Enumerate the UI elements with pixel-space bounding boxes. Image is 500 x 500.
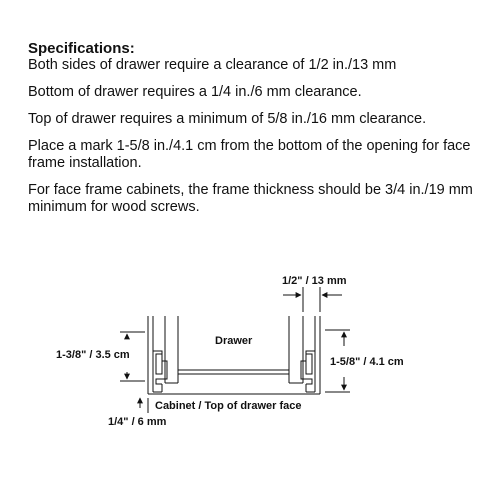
left-cabinet-wall (148, 316, 162, 394)
bottom-clearance-dimension (140, 398, 148, 413)
spec-line-side-clearance: Both sides of drawer require a clearance of 1/2 in./13 mm (28, 57, 397, 73)
spec-line-top-clearance: Top of drawer requires a minimum of 5/8 in./16 mm clearance. (28, 111, 427, 127)
cabinet-label: Cabinet / Top of drawer face (155, 400, 302, 412)
right-cabinet-wall (306, 316, 320, 394)
right-height-label: 1-5/8" / 4.1 cm (330, 356, 404, 368)
side-clearance-dimension (283, 287, 342, 312)
side-clearance-label: 1/2" / 13 mm (282, 275, 347, 287)
bottom-clearance-label: 1/4" / 6 mm (108, 416, 167, 428)
spec-line-bottom-clearance: Bottom of drawer requires a 1/4 in./6 mm clearance. (28, 84, 362, 100)
specifications-title: Specifications: (28, 40, 135, 57)
drawer-label: Drawer (215, 335, 253, 347)
spec-line-frame-thickness: For face frame cabinets, the frame thickness should be 3/4 in./19 mm minimum for wood screws. (28, 182, 473, 215)
left-height-label: 1-3/8" / 3.5 cm (56, 349, 130, 361)
drawer-bottom (178, 370, 289, 374)
spec-line-face-frame-mark: Place a mark 1-5/8 in./4.1 cm from the bottom of the opening for face frame installation. (28, 138, 471, 171)
